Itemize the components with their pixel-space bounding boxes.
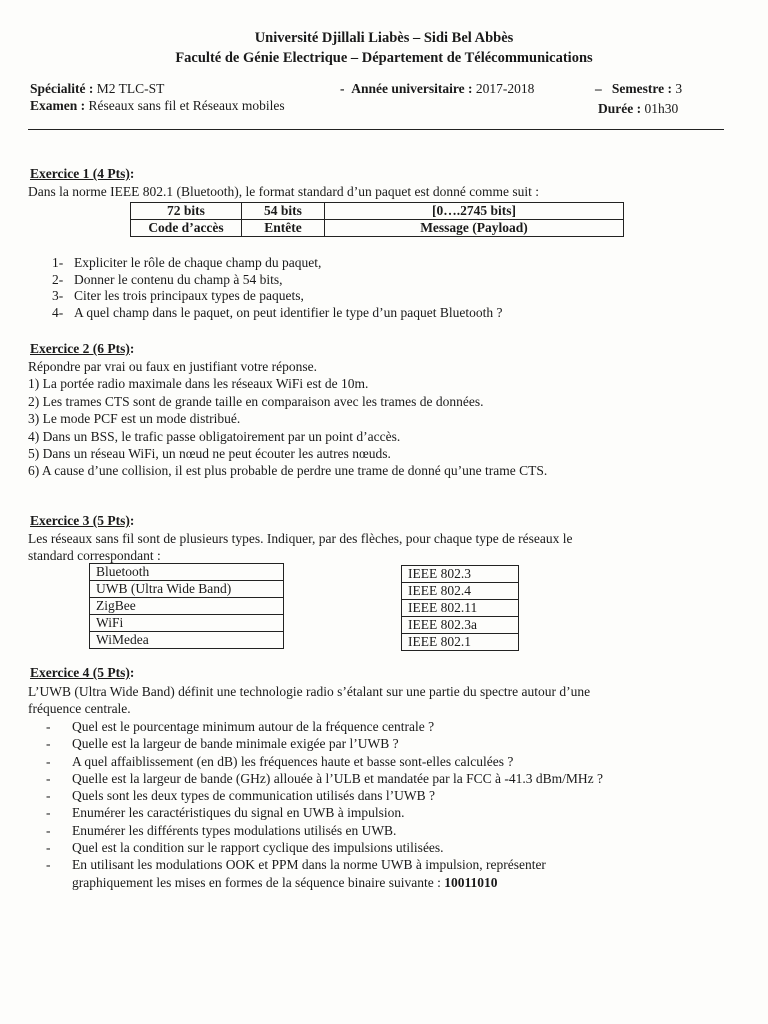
ex4-items bbox=[46, 718, 603, 891]
ex2-item: 2) Les trames CTS sont de grande taille en comparaison avec les trames de données. bbox=[28, 393, 484, 409]
ex4-bullet: - bbox=[46, 840, 51, 856]
binary-sequence: 10011010 bbox=[444, 874, 498, 890]
network-cell: ZigBee bbox=[90, 598, 284, 615]
ex4-bullet: - bbox=[46, 822, 51, 838]
ex1-question bbox=[52, 305, 503, 322]
ex4-bullet: - bbox=[46, 805, 51, 821]
faculty-name: Faculté de Génie Electrique – Département de Télécommunications bbox=[175, 50, 593, 66]
ex4-title-colon: : bbox=[129, 665, 135, 680]
ex4-item-text: Quelle est la largeur de bande (GHz) allouée à l’ULB et mandatée par la FCC à -41.3 dBm/MHz ? bbox=[72, 770, 603, 786]
network-cell: UWB (Ultra Wide Band) bbox=[90, 581, 284, 598]
standard-cell: IEEE 802.1 bbox=[402, 634, 519, 651]
ex4-item bbox=[46, 839, 603, 856]
ex1-question bbox=[52, 255, 503, 272]
duree bbox=[598, 101, 678, 117]
network-types-table bbox=[89, 563, 284, 649]
packet-fields-row bbox=[131, 220, 624, 237]
ex4-item bbox=[46, 718, 603, 735]
ex4-bullet: - bbox=[46, 736, 51, 752]
ex3-title-text: Exercice 3 (5 Pts) bbox=[30, 513, 130, 528]
packet-cell-access: Code d’accès bbox=[131, 220, 242, 237]
ex1-q-num: 1- bbox=[52, 255, 64, 270]
ex4-item-text: Quels sont les deux types de communication utilisés dans l’UWB ? bbox=[72, 788, 435, 804]
header-divider bbox=[28, 129, 724, 130]
ex2-title-text: Exercice 2 (6 Pts) bbox=[30, 341, 130, 356]
ex1-question bbox=[52, 272, 503, 289]
examen-value: Réseaux sans fil et Réseaux mobiles bbox=[88, 98, 285, 113]
ex4-item-text: En utilisant les modulations OOK et PPM dans la norme UWB à impulsion, représenter bbox=[72, 857, 546, 873]
ex2-items bbox=[28, 358, 547, 480]
ex4-item-text: Quel est le pourcentage minimum autour de la fréquence centrale ? bbox=[72, 719, 435, 734]
network-cell: WiMedea bbox=[90, 632, 284, 649]
ex4-title bbox=[30, 665, 134, 681]
semestre-value: 3 bbox=[675, 81, 683, 96]
ex2-item: 1) La portée radio maximale dans les réseaux WiFi est de 10m. bbox=[28, 376, 369, 392]
ex1-q-num: 4- bbox=[52, 304, 64, 320]
ex4-intro-line2: fréquence centrale. bbox=[28, 701, 131, 716]
standard-cell: IEEE 802.11 bbox=[402, 600, 519, 617]
semestre-label: Semestre : bbox=[611, 81, 672, 96]
packet-cell-payload-size: [0….2745 bits] bbox=[325, 203, 624, 220]
ex1-q-text: A quel champ dans le paquet, on peut identifier le type d’un paquet Bluetooth ? bbox=[74, 304, 503, 320]
ex4-item-text: Quel est la condition sur le rapport cyclique des impulsions utilisées. bbox=[72, 840, 444, 856]
packet-cell-access-size: 72 bits bbox=[131, 203, 242, 220]
ex3-title-colon: : bbox=[129, 513, 135, 528]
standard-cell: IEEE 802.4 bbox=[402, 583, 519, 600]
packet-sizes-row bbox=[131, 203, 624, 220]
ex2-item: 5) Dans un réseau WiFi, un nœud ne peut écouter les autres nœuds. bbox=[28, 446, 391, 462]
packet-cell-header: Entête bbox=[242, 220, 325, 237]
ex2-item: 3) Le mode PCF est un mode distribué. bbox=[28, 411, 241, 427]
network-cell: Bluetooth bbox=[90, 564, 284, 581]
ex1-q-num: 2- bbox=[52, 271, 64, 287]
duree-label: Durée : bbox=[598, 101, 642, 116]
standard-cell: IEEE 802.3a bbox=[402, 617, 519, 634]
ex1-title bbox=[30, 166, 134, 182]
packet-cell-payload: Message (Payload) bbox=[325, 220, 624, 237]
annee-prefix: - bbox=[340, 81, 345, 96]
ex1-questions bbox=[52, 255, 503, 321]
annee-label: Année universitaire : bbox=[351, 81, 473, 96]
ex4-bullet: - bbox=[46, 857, 51, 873]
ex2-title bbox=[30, 341, 134, 357]
ex3-title bbox=[30, 513, 134, 529]
ex4-bullet: - bbox=[46, 770, 51, 786]
ex4-item-text: Quelle est la largeur de bande minimale exigée par l’UWB ? bbox=[72, 736, 399, 752]
university-name: Université Djillali Liabès – Sidi Bel Abbès bbox=[254, 30, 514, 46]
network-cell: WiFi bbox=[90, 615, 284, 632]
annee-value: 2017-2018 bbox=[475, 81, 535, 96]
ex4-item bbox=[46, 770, 603, 787]
ex4-item bbox=[46, 804, 603, 821]
standard-cell: IEEE 802.3 bbox=[402, 566, 519, 583]
semestre bbox=[595, 81, 682, 97]
ex4-item-text: Enumérer les différents types modulations utilisés en UWB. bbox=[72, 822, 397, 838]
ex4-item-continuation bbox=[46, 874, 603, 891]
ex4-bullet: - bbox=[46, 753, 51, 769]
ex4-item-text: A quel affaiblissement (en dB) les fréquences haute et basse sont-elles calculées ? bbox=[72, 753, 514, 769]
specialite bbox=[30, 81, 164, 97]
examen bbox=[30, 98, 285, 114]
specialite-label: Spécialité : bbox=[30, 81, 94, 96]
ex2-intro: Répondre par vrai ou faux en justifiant votre réponse. bbox=[28, 359, 318, 374]
ex1-title-colon: : bbox=[129, 166, 135, 181]
ex2-item: 4) Dans un BSS, le trafic passe obligatoirement par un point d’accès. bbox=[28, 428, 401, 444]
packet-format-table bbox=[130, 202, 624, 237]
duree-value: 01h30 bbox=[644, 101, 679, 116]
annee-universitaire bbox=[340, 81, 534, 97]
specialite-value: M2 TLC-ST bbox=[96, 81, 165, 96]
ex4-item bbox=[46, 753, 603, 770]
ex4-last-line-text: graphiquement les mises en formes de la séquence binaire suivante : bbox=[72, 874, 445, 890]
packet-cell-header-size: 54 bits bbox=[242, 203, 325, 220]
ex4-bullet: - bbox=[46, 788, 51, 804]
ex1-question bbox=[52, 288, 503, 305]
ex1-q-text: Donner le contenu du champ à 54 bits, bbox=[74, 271, 283, 287]
ex2-item: 6) A cause d’une collision, il est plus probable de perdre une trame de donné qu’une trame CTS. bbox=[28, 463, 548, 479]
ex4-item bbox=[46, 787, 603, 804]
ex3-intro-line1: Les réseaux sans fil sont de plusieurs types. Indiquer, par des flèches, pour chaque type de réseaux le bbox=[28, 531, 573, 546]
standards-table bbox=[401, 565, 519, 651]
ex4-item-text: Enumérer les caractéristiques du signal en UWB à impulsion. bbox=[72, 805, 405, 821]
ex1-title-text: Exercice 1 (4 Pts) bbox=[30, 166, 130, 181]
ex4-bullet: - bbox=[46, 719, 51, 734]
ex1-q-text: Citer les trois principaux types de paquets, bbox=[74, 288, 304, 304]
ex2-title-colon: : bbox=[129, 341, 135, 356]
ex3-intro-line2: standard correspondant : bbox=[28, 548, 161, 563]
ex4-intro-line1: L’UWB (Ultra Wide Band) définit une technologie radio s’étalant sur une partie du spectre autour d’une bbox=[28, 684, 591, 699]
ex4-item bbox=[46, 735, 603, 752]
ex4-item bbox=[46, 822, 603, 839]
examen-label: Examen : bbox=[30, 98, 86, 113]
semestre-prefix: – bbox=[595, 81, 602, 96]
ex4-title-text: Exercice 4 (5 Pts) bbox=[30, 665, 130, 680]
ex4-item bbox=[46, 856, 603, 873]
ex1-q-text: Expliciter le rôle de chaque champ du paquet, bbox=[74, 255, 322, 270]
ex1-intro: Dans la norme IEEE 802.1 (Bluetooth), le format standard d’un paquet est donné comme suit : bbox=[28, 184, 539, 199]
ex1-q-num: 3- bbox=[52, 288, 64, 304]
